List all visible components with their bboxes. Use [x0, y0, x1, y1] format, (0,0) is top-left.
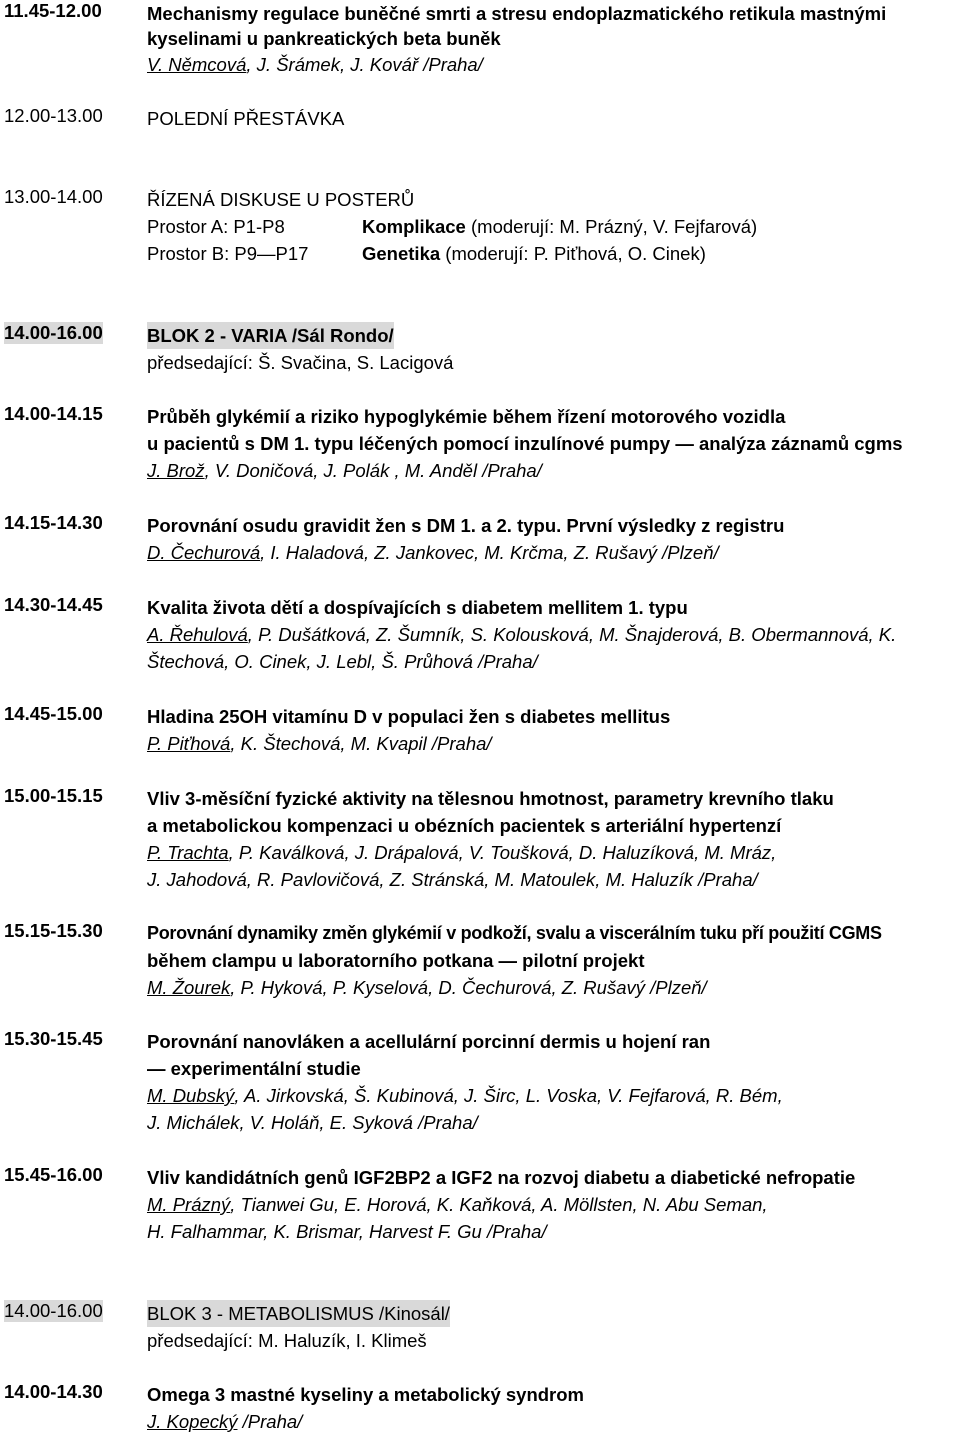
item-title: u pacientů s DM 1. typu léčených pomocí inzulínové pumpy — analýza záznamů cgms	[147, 433, 903, 454]
co-authors: , A. Jirkovská, Š. Kubinová, J. Širc, L. Voska, V. Fejfarová, R. Bém,	[234, 1085, 783, 1106]
co-authors: , V. Doničová, J. Polák , M. Anděl /Praha/	[204, 460, 542, 481]
item-time: 15.00-15.15	[4, 785, 103, 806]
topic: Genetika	[362, 243, 441, 264]
block-chairs: předsedající: Š. Svačina, S. Lacigová	[147, 352, 454, 373]
item-title: Průběh glykémií a riziko hypoglykémie během řízení motorového vozidla	[147, 406, 786, 427]
first-author: D. Čechurová	[147, 542, 261, 563]
item-authors	[147, 839, 776, 866]
item-authors	[147, 621, 896, 648]
item-title: Mechanismy regulace buněčné smrti a stresu endoplazmatického retikula mastnými	[147, 3, 887, 24]
item-title: Omega 3 mastné kyseliny a metabolický syndrom	[147, 1384, 584, 1405]
item-time: 13.00-14.00	[4, 186, 103, 207]
item-title: kyselinami u pankreatických beta buněk	[147, 28, 501, 49]
item-title: během clampu u laboratorního potkana — pilotní projekt	[147, 950, 645, 971]
room-a-topic	[362, 213, 757, 240]
item-title: Vliv 3-měsíční fyzické aktivity na tělesnou hmotnost, parametry krevního tlaku	[147, 788, 834, 809]
item-title: Porovnání dynamiky změn glykémií v podkoží, svalu a viscerálním tuku pří použití CGMS	[147, 923, 882, 943]
item-time: 14.45-15.00	[4, 703, 103, 724]
item-time: 11.45-12.00	[4, 0, 102, 21]
co-authors: , P. Hyková, P. Kyselová, D. Čechurová, Z. Rušavý /Plzeň/	[230, 977, 707, 998]
item-time: 14.15-14.30	[4, 512, 103, 533]
item-authors	[147, 730, 492, 757]
item-time: 15.30-15.45	[4, 1028, 103, 1049]
item-time: 14.00-14.30	[4, 1381, 103, 1402]
first-author: J. Kopecký	[147, 1411, 238, 1432]
item-authors	[147, 1082, 783, 1109]
co-authors: , K. Štechová, M. Kvapil /Praha/	[230, 733, 492, 754]
item-title: Porovnání osudu gravidit žen s DM 1. a 2. typu. První výsledky z registru	[147, 515, 785, 536]
item-authors: H. Falhammar, K. Brismar, Harvest F. Gu /Praha/	[147, 1221, 547, 1242]
item-time: 14.30-14.45	[4, 594, 103, 615]
item-title: Hladina 25OH vitamínu D v populaci žen s diabetes mellitus	[147, 706, 671, 727]
block-time: 14.00-16.00	[4, 322, 103, 343]
item-authors	[147, 1408, 302, 1435]
item-authors: Štechová, O. Cinek, J. Lebl, Š. Průhová /Praha/	[147, 651, 538, 672]
co-authors: , I. Haladová, Z. Jankovec, M. Krčma, Z. Rušavý /Plzeň/	[260, 542, 719, 563]
first-author: J. Brož	[147, 460, 205, 481]
first-author: P. Trachta	[147, 842, 229, 863]
item-authors: J. Jahodová, R. Pavlovičová, Z. Stránská, M. Matoulek, M. Haluzík /Praha/	[147, 869, 758, 890]
item-authors	[147, 51, 483, 78]
first-author: M. Prázný	[147, 1194, 231, 1215]
block-title: BLOK 3 - METABOLISMUS /Kinosál/	[147, 1300, 450, 1327]
item-title: a metabolickou kompenzaci u obézních pacientek s arteriální hypertenzí	[147, 815, 782, 836]
room-b-label: Prostor B: P9—P17	[147, 243, 309, 264]
first-author: M. Žourek	[147, 977, 231, 998]
moderators: (moderují: M. Prázný, V. Fejfarová)	[471, 216, 758, 237]
co-authors: /Praha/	[237, 1411, 303, 1432]
item-title: ŘÍZENÁ DISKUSE U POSTERŮ	[147, 189, 415, 210]
first-author: P. Piťhová	[147, 733, 231, 754]
item-authors: J. Michálek, V. Holáň, E. Syková /Praha/	[147, 1112, 478, 1133]
first-author: A. Řehulová	[147, 624, 248, 645]
first-author: V. Němcová	[147, 54, 247, 75]
item-time: 14.00-14.15	[4, 403, 103, 424]
item-authors	[147, 539, 719, 566]
item-time: 15.45-16.00	[4, 1164, 103, 1185]
item-authors	[147, 1191, 768, 1218]
co-authors: , J. Šrámek, J. Kovář /Praha/	[246, 54, 483, 75]
item-time: 12.00-13.00	[4, 105, 103, 126]
block-title: BLOK 2 - VARIA /Sál Rondo/	[147, 322, 394, 349]
item-authors	[147, 457, 542, 484]
first-author: M. Dubský	[147, 1085, 235, 1106]
room-a-label: Prostor A: P1-P8	[147, 216, 285, 237]
item-title: POLEDNÍ PŘESTÁVKA	[147, 108, 345, 129]
room-b-topic	[362, 240, 706, 267]
item-title: Porovnání nanovláken a acellulární porcinní dermis u hojení ran	[147, 1031, 711, 1052]
item-title: — experimentální studie	[147, 1058, 361, 1079]
co-authors: , Tianwei Gu, E. Horová, K. Kaňková, A. Möllsten, N. Abu Seman,	[230, 1194, 768, 1215]
co-authors: , P. Dušátková, Z. Šumník, S. Kolousková, M. Šnajderová, B. Obermannová, K.	[247, 624, 897, 645]
item-title: Vliv kandidátních genů IGF2BP2 a IGF2 na rozvoj diabetu a diabetické nefropatie	[147, 1167, 856, 1188]
item-authors	[147, 974, 707, 1001]
moderators: (moderují: P. Piťhová, O. Cinek)	[445, 243, 706, 264]
item-time: 15.15-15.30	[4, 920, 103, 941]
co-authors: , P. Kaválková, J. Drápalová, V. Toušková, D. Haluzíková, M. Mráz,	[228, 842, 777, 863]
block-time: 14.00-16.00	[4, 1300, 103, 1321]
topic: Komplikace	[362, 216, 466, 237]
item-title: Kvalita života dětí a dospívajících s diabetem mellitem 1. typu	[147, 597, 688, 618]
block-chairs: předsedající: M. Haluzík, I. Klimeš	[147, 1330, 427, 1351]
